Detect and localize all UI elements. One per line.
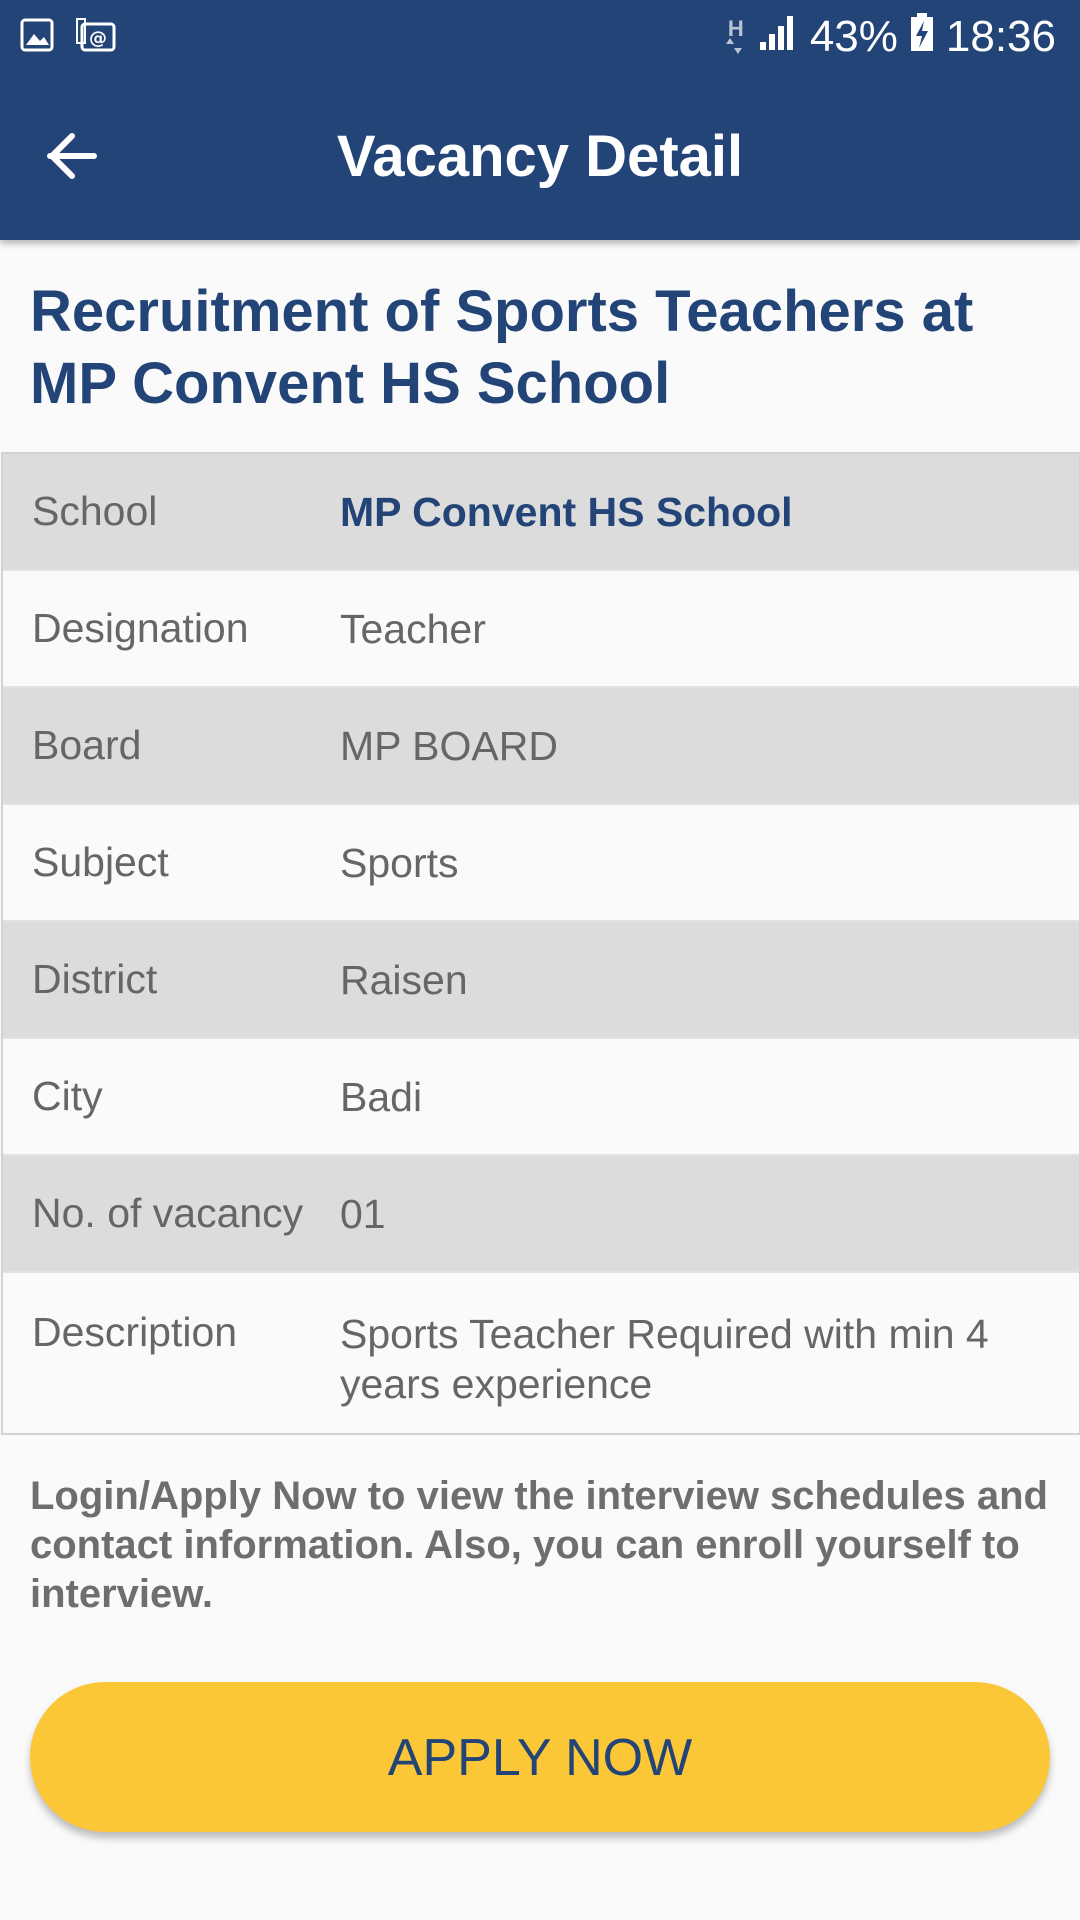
table-row (3, 1156, 1079, 1273)
row-value: Sports Teacher Required with min 4 years experience (340, 1311, 989, 1407)
row-value: Sports (340, 839, 459, 886)
row-label: Subject (32, 839, 169, 885)
battery-percent: 43% (809, 12, 898, 61)
svg-text:@: @ (89, 28, 107, 49)
back-button[interactable] (36, 122, 108, 194)
row-value: MP BOARD (340, 722, 558, 769)
row-label: City (32, 1073, 103, 1119)
row-label: School (32, 488, 158, 534)
row-value: Badi (340, 1073, 423, 1120)
table-row (3, 1273, 1079, 1433)
table-row (3, 571, 1079, 688)
table-row (3, 454, 1079, 571)
row-label: No. of vacancy (32, 1190, 304, 1236)
signal-icon (758, 12, 798, 63)
status-bar (0, 0, 1080, 74)
apply-now-button[interactable]: APPLY NOW (30, 1682, 1050, 1832)
clock: 18:36 (945, 12, 1056, 61)
row-label: Description (32, 1309, 238, 1355)
arrow-left-icon (46, 130, 98, 187)
row-label: District (32, 956, 158, 1002)
table-row (3, 805, 1079, 922)
table-row (3, 688, 1079, 805)
email-icon (76, 18, 116, 57)
row-label: Designation (32, 605, 249, 651)
row-value: Teacher (340, 605, 486, 652)
row-label: Board (32, 722, 142, 768)
login-notice: Login/Apply Now to view the interview schedules and contact information. Also, you can enroll yourself to interview. (30, 1474, 1048, 1616)
table-row (3, 1039, 1079, 1156)
page-title: Vacancy Detail (336, 124, 744, 189)
row-value: Raisen (340, 956, 468, 1003)
gallery-icon (20, 18, 54, 57)
school-link[interactable]: MP Convent HS School (340, 488, 793, 535)
vacancy-detail-table (1, 452, 1080, 1435)
network-h-icon: H (726, 20, 746, 54)
vacancy-title: Recruitment of Sports Teachers at MP Convent HS School (30, 279, 974, 416)
battery-charging-icon (910, 12, 934, 63)
table-row (3, 922, 1079, 1039)
app-bar (0, 74, 1080, 240)
row-value: 01 (340, 1190, 386, 1237)
